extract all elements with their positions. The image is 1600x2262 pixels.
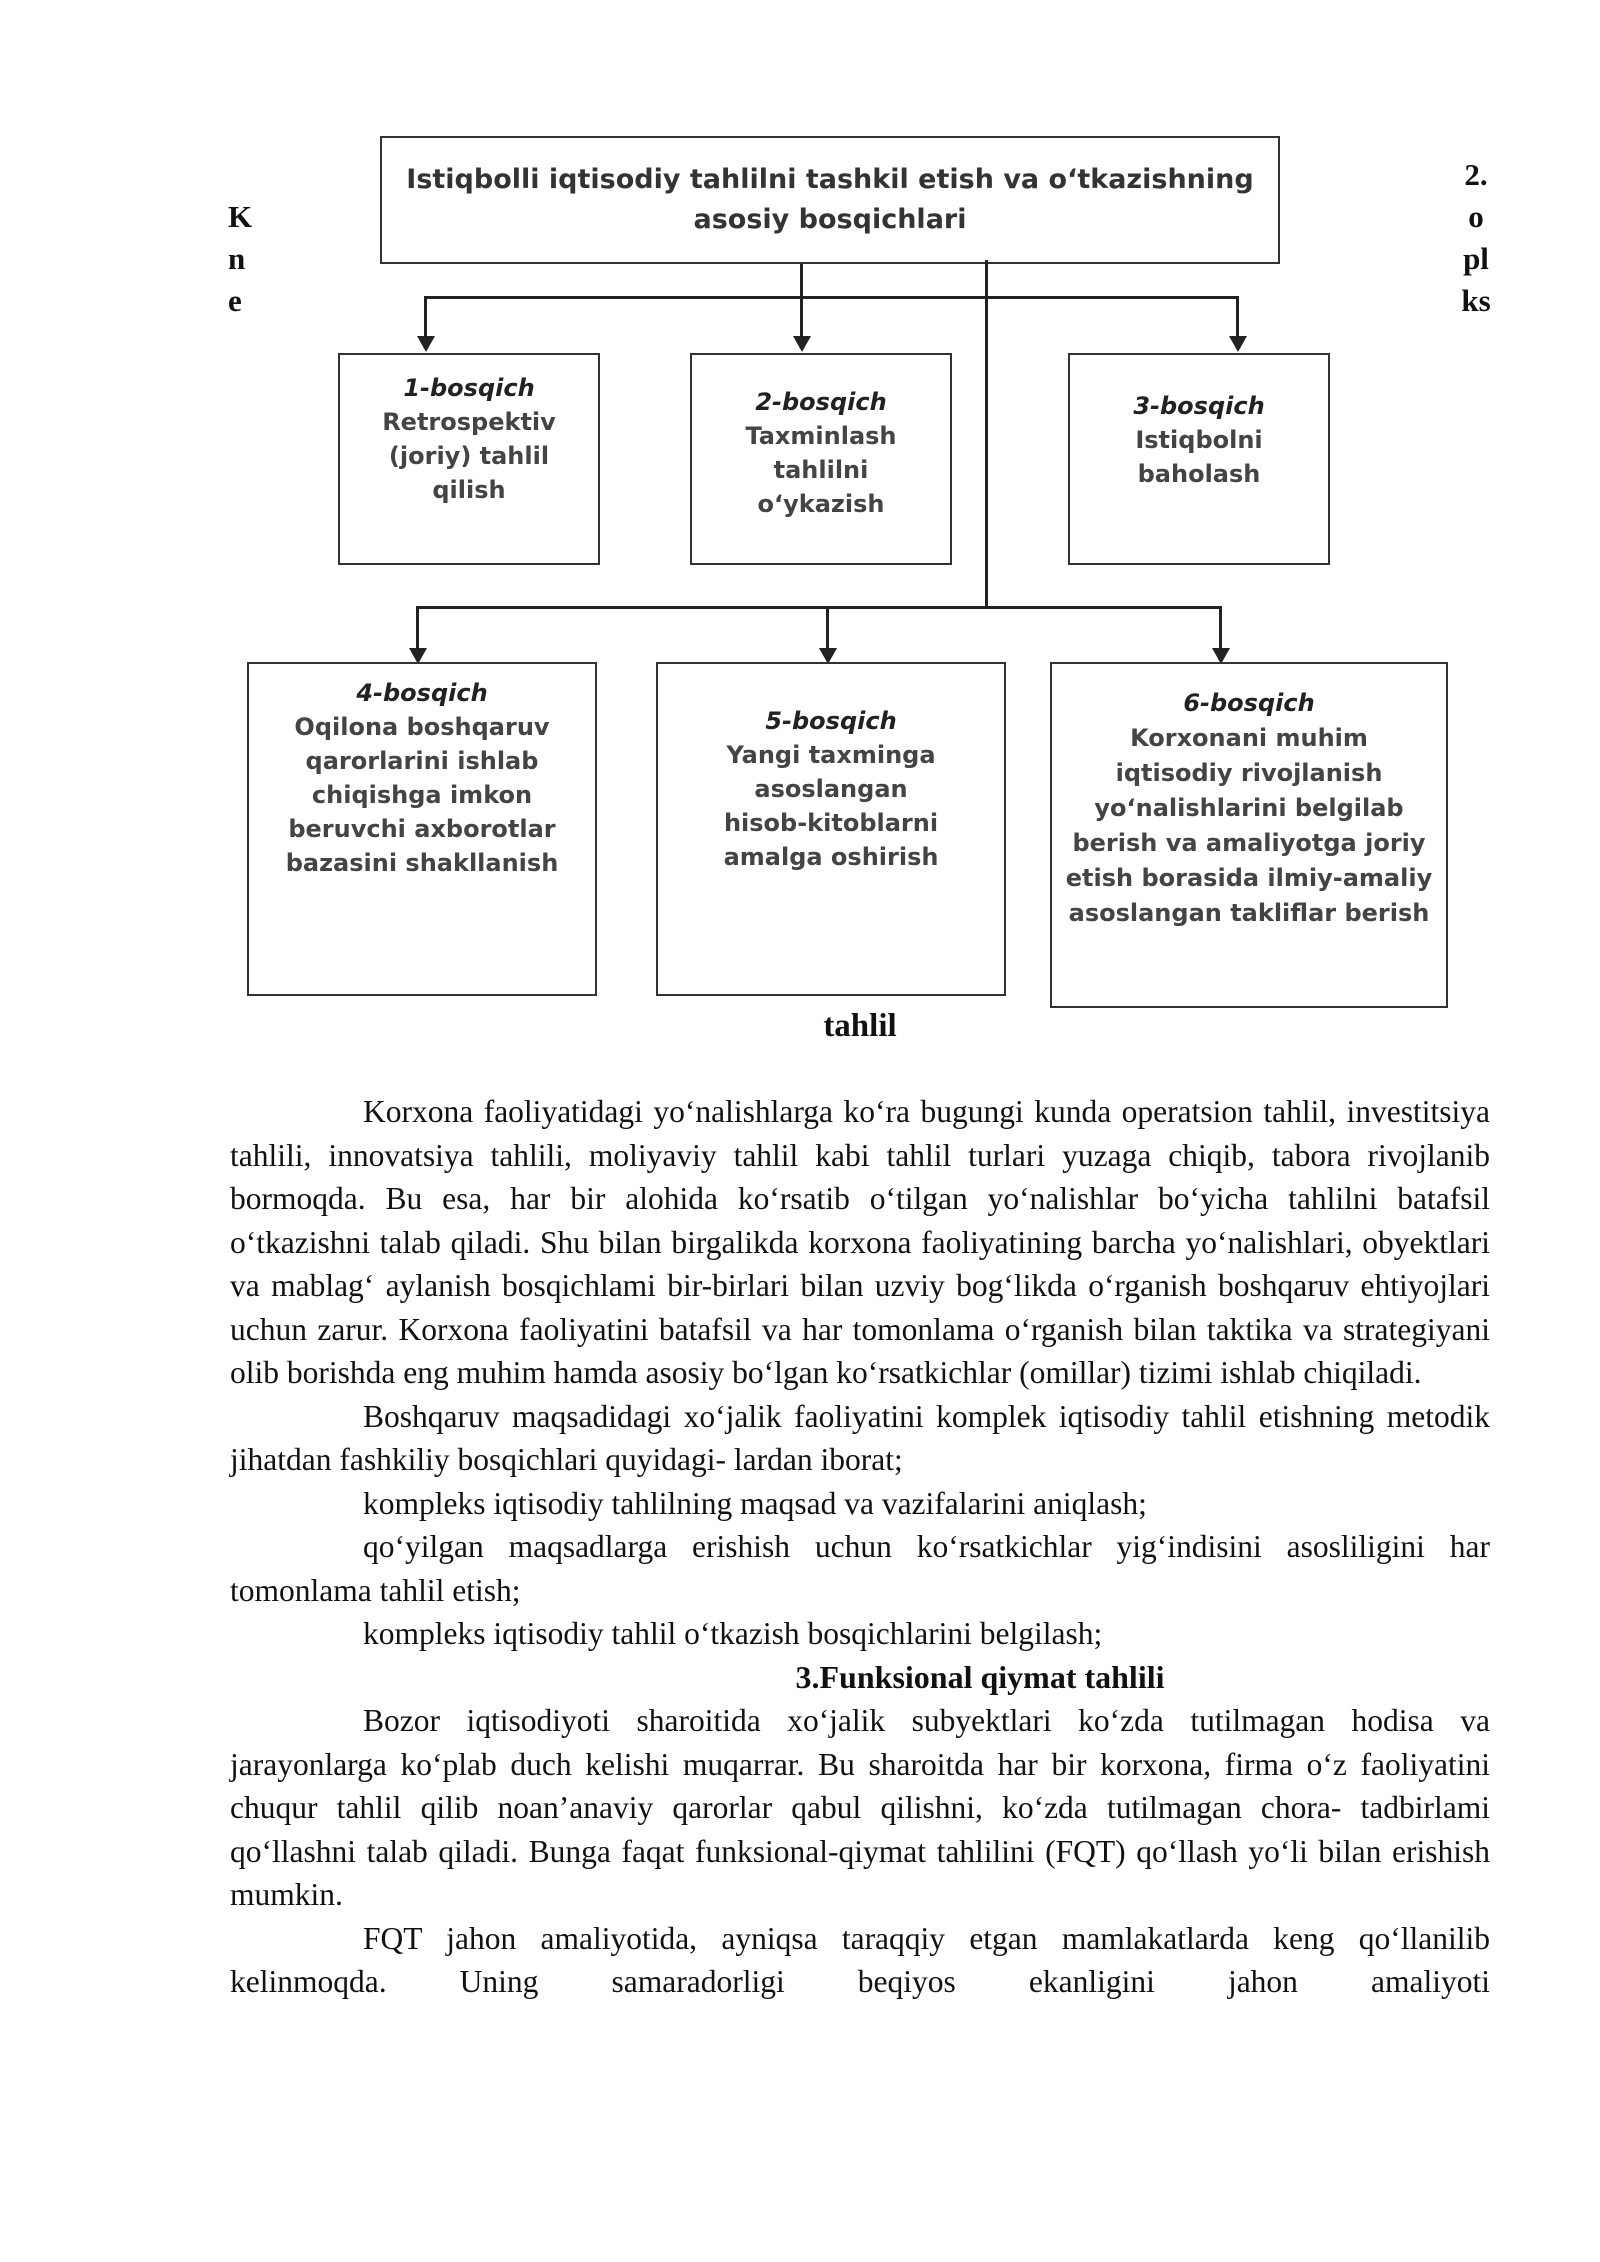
- top-bus: [424, 296, 1239, 299]
- root-line-2: asosiy bosqichlari: [693, 204, 967, 235]
- stage-6-box: 6-bosqich Korxonani muhim iqtisodiy rivojlanish yo‘nalishlarini belgilab berish va amaliyotga joriy etish borasida ilmiy-amaliy asoslangan takliflar berish: [1050, 662, 1448, 1008]
- stage-3-title: 3-bosqich: [1133, 392, 1265, 420]
- list-item-2: qo‘yilgan maqsadlarga erishish uchun ko‘rsatkichlar yig‘indisini asosliligini har tomonlama tahlil etish;: [230, 1529, 1490, 1608]
- stage-6-title: 6-bosqich: [1183, 689, 1315, 717]
- section-heading: 3.Funksional qiymat tahlili: [795, 1658, 1165, 1695]
- stage-1-box: 1-bosqich Retrospektiv (joriy) tahlil qilish: [338, 353, 600, 565]
- arrow-2: [793, 336, 811, 352]
- stage-4-box: 4-bosqich Oqilona boshqaruv qarorlarini ishlab chiqishga imkon beruvchi axborotlar bazasini shakllanish: [247, 662, 597, 996]
- conn-1: [424, 296, 427, 338]
- conn-2: [800, 296, 803, 338]
- conn-6: [1219, 606, 1222, 650]
- body-text: [230, 1090, 1490, 2004]
- paragraph-2: Boshqaruv maqsadidagi xo‘jalik faoliyatini komplek iqtisodiy tahlil etishning metodik jihatdan fashkiliy bosqichlari quyidagi- lardan iborat;: [230, 1398, 1490, 1477]
- stage-3-box: 3-bosqich Istiqbolni baholash: [1068, 353, 1330, 565]
- bottom-bus: [416, 606, 1222, 609]
- left-text-fragment: K n e: [228, 199, 253, 318]
- stage-5-title: 5-bosqich: [765, 707, 897, 735]
- stage-5-box: 5-bosqich Yangi taxminga asoslangan hisob-kitoblarni amalga oshirish: [656, 662, 1006, 996]
- stage-4-title: 4-bosqich: [356, 679, 488, 707]
- paragraph-3: Bozor iqtisodiyoti sharoitida xo‘jalik subyektlari ko‘zda tutilmagan hodisa va jarayonlarga ko‘plab duch kelishi muqarrar. Bu sharoitda har bir korxona, firma o‘z faoliyatini chuqur tahlil qilib noan’anaviy qarorlar qabul qilishni, ko‘zda tutilmagan chora- tadbirlami qo‘llashni talab qiladi. Bunga faqat funksional-qiymat tahlilini (FQT) qo‘llash yo‘li bilan erishish mumkin.: [230, 1703, 1490, 1912]
- paragraph-4: FQT jahon amaliyotida, ayniqsa taraqqiy etgan mamlakatlarda keng qo‘llanilib kelinmoqda. Uning samaradorligi beqiyos ekanligini jahon amaliyoti: [230, 1920, 1490, 1999]
- conn-5: [826, 606, 829, 650]
- diagram-caption: tahlil: [823, 1008, 897, 1044]
- flow-diagram: [0, 0, 1600, 1030]
- arrow-1: [417, 336, 435, 352]
- paragraph-1: Korxona faoliyatidagi yo‘nalishlarga ko‘ra bugungi kunda operatsion tahlil, investitsiya tahlili, innovatsiya tahlili, moliyaviy tahlil kabi tahlil turlari yuzaga chiqib, tabora rivojlanib bormoqda. Bu esa, har bir alohida ko‘rsatib o‘tilgan yo‘nalishlar bo‘yicha tahlilni batafsil o‘tkazishni talab qiladi. Shu bilan birgalikda korxona faoliyatining barcha yo‘nalishlari, obyektlari va mablag‘ aylanish bosqichlami bir-birlari bilan uzviy bog‘likda o‘rganish boshqaruv ehtiyojlari uchun zarur. Korxona faoliyatini batafsil va har tomonlama o‘rganish bilan taktika va strategiyani olib borishda eng muhim hamda asosiy bo‘lgan ko‘rsatkichlar (omillar) tizimi ishlab chiqiladi.: [230, 1094, 1490, 1390]
- conn-4: [416, 606, 419, 650]
- root-trunk: [800, 264, 803, 298]
- right-text-fragment: 2. o pl ks: [1461, 157, 1491, 318]
- arrow-3: [1229, 336, 1247, 352]
- root-box: [380, 136, 1280, 264]
- conn-3: [1236, 296, 1239, 338]
- second-trunk: [985, 260, 988, 608]
- list-item-3: kompleks iqtisodiy tahlil o‘tkazish bosqichlarini belgilash;: [363, 1616, 1103, 1651]
- stage-2-box: 2-bosqich Taxminlash tahlilni o‘ykazish: [690, 353, 952, 565]
- stage-2-title: 2-bosqich: [755, 388, 887, 416]
- list-item-1: kompleks iqtisodiy tahlilning maqsad va vazifalarini aniqlash;: [363, 1485, 1147, 1521]
- root-line-1: Istiqbolli iqtisodiy tahlilni tashkil etish va o‘tkazishning: [406, 164, 1254, 195]
- stage-1-title: 1-bosqich: [403, 374, 535, 402]
